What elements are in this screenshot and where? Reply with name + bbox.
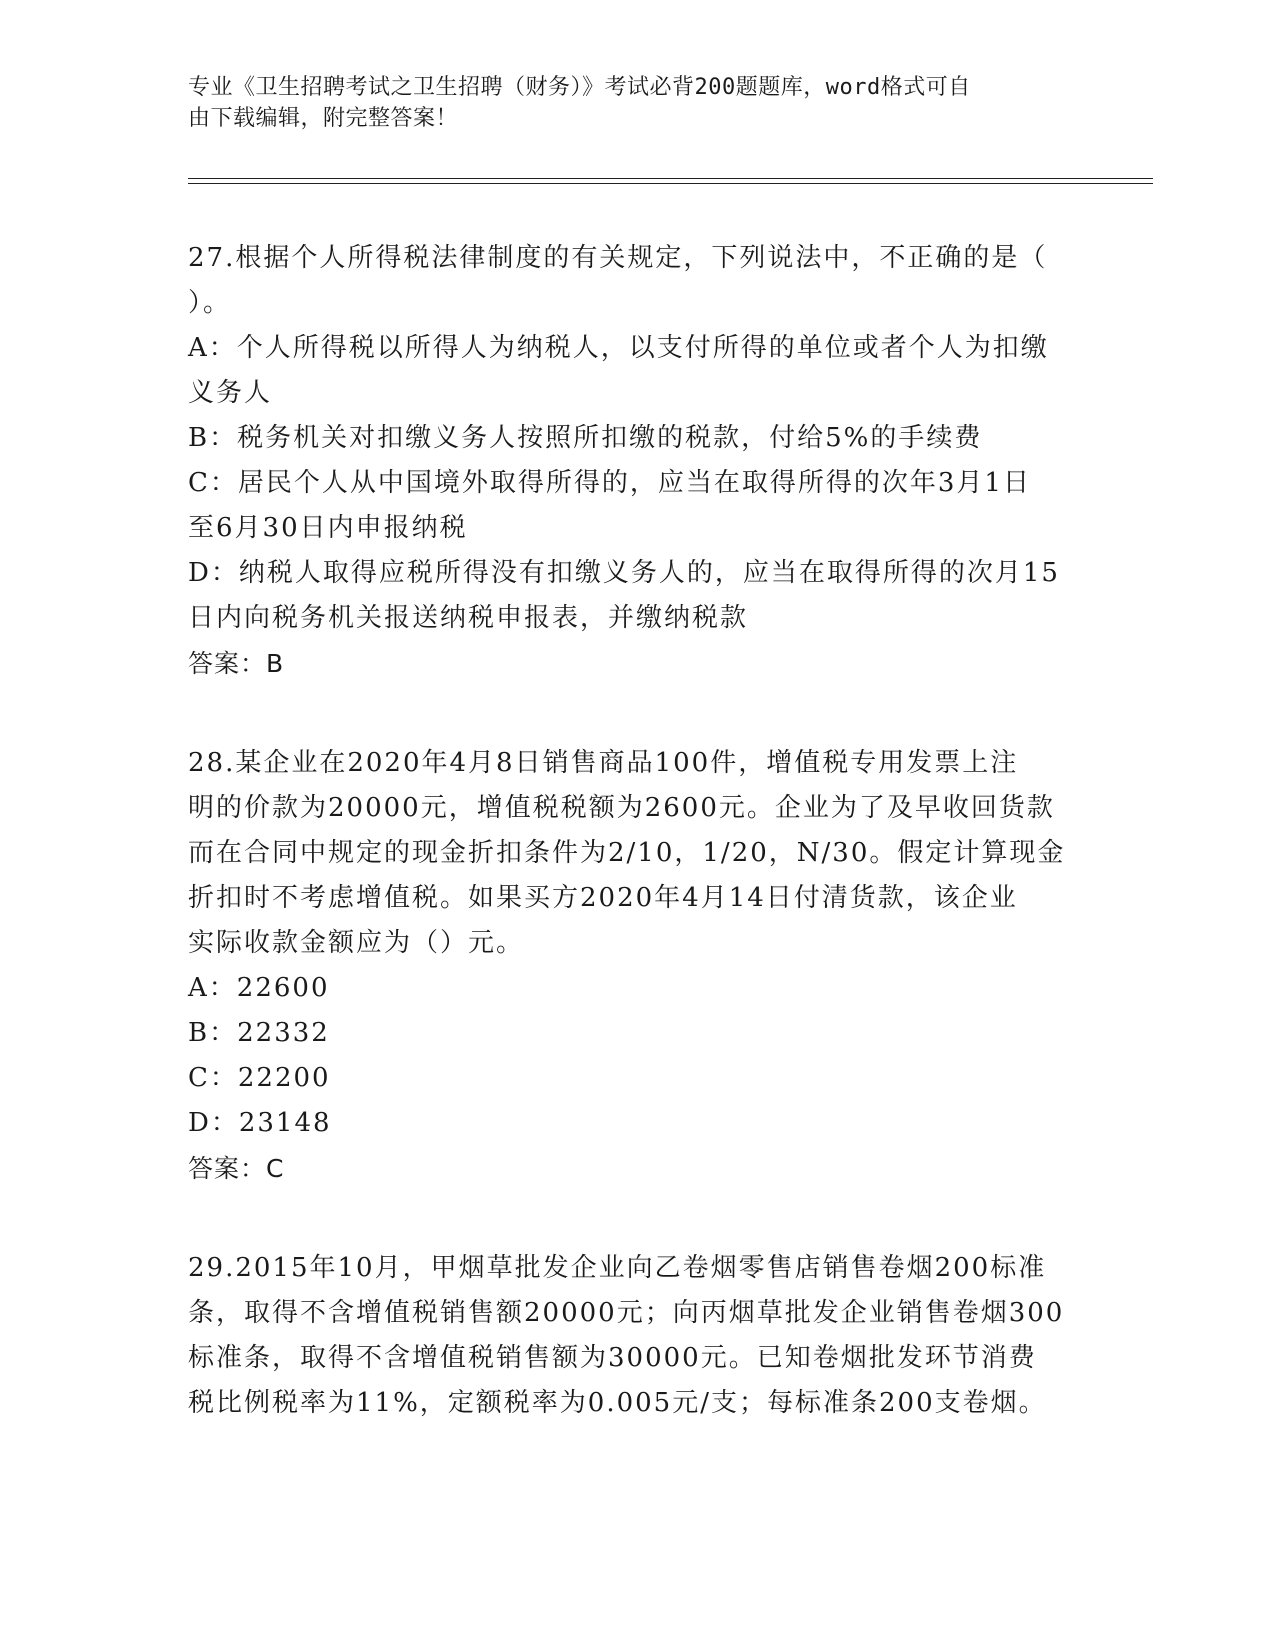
question-28-stem-5: 实际收款金额应为（）元。 bbox=[188, 928, 525, 958]
question-29-stem-1: 29.2015年10月，甲烟草批发企业向乙卷烟零售店销售卷烟200标准 bbox=[188, 1253, 1047, 1283]
question-28-stem-4: 折扣时不考虑增值税。如果买方2020年4月14日付清货款，该企业 bbox=[188, 883, 1018, 913]
question-28-answer: 答案：C bbox=[188, 1154, 285, 1183]
document-header bbox=[188, 72, 1068, 134]
question-28-option-b: B：22332 bbox=[188, 1018, 330, 1048]
question-29-stem-3: 标准条，取得不含增值税销售额为30000元。已知卷烟批发环节消费 bbox=[188, 1343, 1037, 1373]
question-27-answer: 答案：B bbox=[188, 649, 285, 678]
question-27-option-d: D：纳税人取得应税所得没有扣缴义务人的，应当在取得所得的次月15 bbox=[188, 558, 1060, 588]
question-28-option-a: A：22600 bbox=[188, 973, 330, 1003]
question-27-stem-2: ）。 bbox=[188, 288, 232, 318]
header-line-2: 由下载编辑，附完整答案！ bbox=[188, 106, 459, 131]
question-27-option-b: B：税务机关对扣缴义务人按照所扣缴的税款，付给5%的手续费 bbox=[188, 423, 983, 453]
question-list bbox=[188, 236, 1088, 1481]
question-27-option-a: A：个人所得税以所得人为纳税人，以支付所得的单位或者个人为扣缴 bbox=[188, 333, 1049, 363]
question-29 bbox=[188, 1246, 1088, 1426]
question-29-stem-4: 税比例税率为11%，定额税率为0.005元/支；每标准条200支卷烟。 bbox=[188, 1388, 1047, 1418]
question-29-stem-2: 条，取得不含增值税销售额20000元；向丙烟草批发企业销售卷烟300 bbox=[188, 1298, 1065, 1328]
header-divider-top bbox=[188, 178, 1153, 179]
question-28-option-c: C：22200 bbox=[188, 1063, 331, 1093]
question-27-option-c-cont: 至6月30日内申报纳税 bbox=[188, 513, 468, 543]
question-28-option-d: D：23148 bbox=[188, 1108, 332, 1138]
header-line-1: 专业《卫生招聘考试之卫生招聘（财务）》考试必背200题题库，word格式可自 bbox=[188, 75, 971, 100]
question-27-option-c: C：居民个人从中国境外取得所得的，应当在取得所得的次年3月1日 bbox=[188, 468, 1031, 498]
question-27-stem-1: 27.根据个人所得税法律制度的有关规定，下列说法中，不正确的是（ bbox=[188, 243, 1048, 273]
question-27-option-a-cont: 义务人 bbox=[188, 378, 273, 408]
header-divider-bottom bbox=[188, 183, 1153, 184]
question-28-stem-2: 明的价款为20000元，增值税税额为2600元。企业为了及早收回货款 bbox=[188, 793, 1055, 823]
question-28 bbox=[188, 741, 1088, 1191]
question-28-stem-1: 28.某企业在2020年4月8日销售商品100件，增值税专用发票上注 bbox=[188, 748, 1019, 778]
question-27 bbox=[188, 236, 1088, 686]
question-27-option-d-cont: 日内向税务机关报送纳税申报表，并缴纳税款 bbox=[188, 603, 749, 633]
question-28-stem-3: 而在合同中规定的现金折扣条件为2/10，1/20，N/30。假定计算现金 bbox=[188, 838, 1066, 868]
